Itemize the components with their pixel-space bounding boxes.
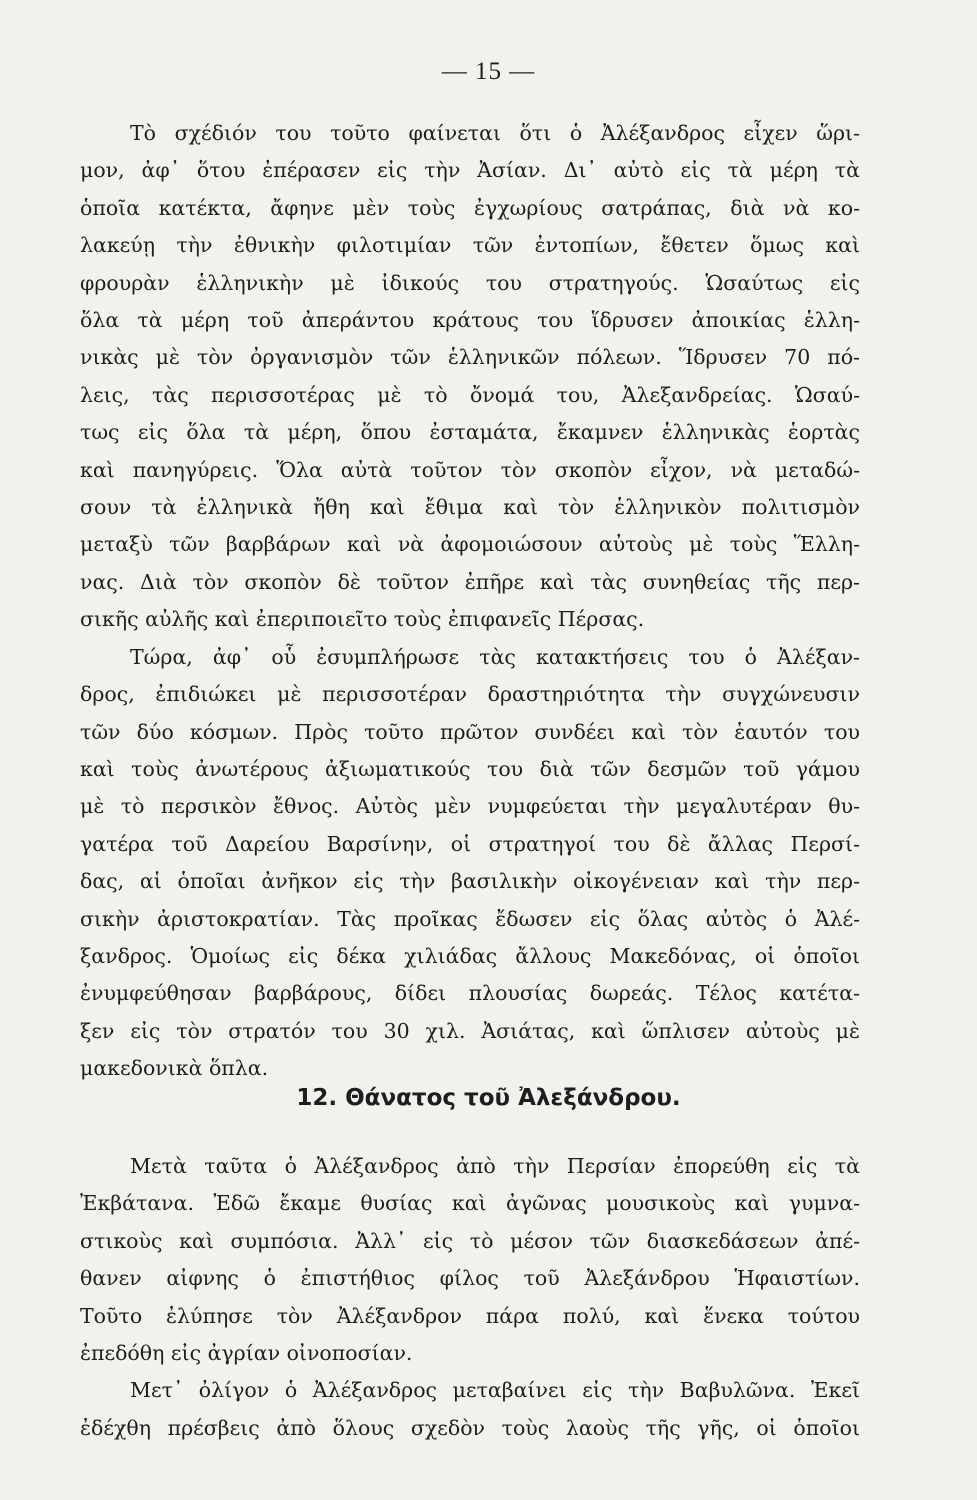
text-line: στικοὺς καὶ συμπόσια. Ἀλλ᾿ εἰς τὸ μέσον τῶν διασκεδάσεων ἀπέ- — [80, 1228, 860, 1253]
text-line: τως εἰς ὅλα τὰ μέρη, ὅπου ἐσταμάτα, ἔκαμνεν ἑλληνικὰς ἑορτὰς — [80, 420, 860, 445]
text-line: ἐνυμφεύθησαν βαρβάρους, δίδει πλουσίας δωρεάς. Τέλος κατέτα- — [80, 981, 860, 1006]
text-line: μον, ἀφ᾿ ὅτου ἐπέρασεν εἰς τὴν Ἀσίαν. Δι᾿ αὐτὸ εἰς τὰ μέρη τὰ — [80, 158, 860, 183]
text-line: δρος, ἐπιδιώκει μὲ περισσοτέραν δραστηριότητα τὴν συγχώνευσιν — [80, 682, 860, 707]
text-line: λακεύῃ τὴν ἐθνικὴν φιλοτιμίαν τῶν ἐντοπίων, ἔθετεν ὅμως καὶ — [80, 233, 860, 258]
text-line: μακεδονικὰ ὅπλα. — [80, 1056, 269, 1081]
text-line: Μετ᾿ ὀλίγον ὁ Ἀλέξανδρος μεταβαίνει εἰς τὴν Βαβυλῶνα. Ἐκεῖ — [130, 1378, 860, 1403]
text-line: δας, αἱ ὁποῖαι ἀνῆκον εἰς τὴν βασιλικὴν οἰκογένειαν καὶ τὴν περ- — [80, 869, 860, 894]
text-line: νικὰς μὲ τὸν ὀργανισμὸν τῶν ἑλληνικῶν πόλεων. Ἵδρυσεν 70 πό- — [80, 345, 860, 370]
text-line: καὶ πανηγύρεις. Ὅλα αὐτὰ τοῦτον τὸν σκοπὸν εἶχον, νὰ μεταδώ- — [80, 457, 860, 482]
text-line: Ἐκβάτανα. Ἐδῶ ἔκαμε θυσίας καὶ ἀγῶνας μουσικοὺς καὶ γυμνα- — [80, 1191, 860, 1216]
text-line: μὲ τὸ περσικὸν ἔθνος. Αὐτὸς μὲν νυμφεύεται τὴν μεγαλυτέραν θυ- — [80, 794, 860, 819]
text-line: σικῆς αὐλῆς καὶ ἐπεριποιεῖτο τοὺς ἐπιφανεῖς Πέρσας. — [80, 607, 645, 632]
page-number: — 15 — — [441, 58, 536, 85]
text-line: μεταξὺ τῶν βαρβάρων καὶ νὰ ἀφομοιώσουν αὐτοὺς μὲ τοὺς Ἕλλη- — [80, 532, 860, 557]
text-line: νας. Διὰ τὸν σκοπὸν δὲ τοῦτον ἐπῆρε καὶ τὰς συνηθείας τῆς περ- — [80, 569, 860, 594]
text-block-bottom — [80, 1148, 860, 1447]
text-line: ξανδρος. Ὁμοίως εἰς δέκα χιλιάδας ἄλλους Μακεδόνας, οἱ ὁποῖοι — [80, 943, 860, 968]
text-line: Τὸ σχέδιόν του τοῦτο φαίνεται ὅτι ὁ Ἀλέξανδρος εἶχεν ὥρι- — [130, 121, 860, 145]
text-line: θανεν αἰφνης ὁ ἐπιστήθιος φίλος τοῦ Ἀλεξάνδρου Ἡφαιστίων. — [80, 1266, 860, 1291]
text-line: σικὴν ἀριστοκρατίαν. Τὰς προῖκας ἔδωσεν εἰς ὅλας αὐτὸς ὁ Ἀλέ- — [80, 906, 860, 931]
text-block-top — [80, 115, 860, 1088]
text-line: Τώρα, ἀφ᾿ οὗ ἐσυμπλήρωσε τὰς κατακτήσεις του ὁ Ἀλέξαν- — [130, 644, 860, 669]
text-line: ἐδέχθη πρέσβεις ἀπὸ ὅλους σχεδὸν τοὺς λαοὺς τῆς γῆς, οἱ ὁποῖοι — [80, 1415, 860, 1440]
text-line: Μετὰ ταῦτα ὁ Ἀλέξανδρος ἀπὸ τὴν Περσίαν ἐπορεύθη εἰς τὰ — [130, 1154, 860, 1178]
text-line: ὁποῖα κατέκτα, ἄφηνε μὲν τοὺς ἐγχωρίους σατράπας, διὰ νὰ κο- — [80, 195, 860, 220]
text-line: ξεν εἰς τὸν στρατόν του 30 χιλ. Ἀσιάτας, καὶ ὥπλισεν αὐτοὺς μὲ — [80, 1018, 860, 1043]
text-line: ἐπεδόθη εἰς ἀγρίαν οἰνοποσίαν. — [80, 1341, 413, 1366]
section-heading: 12. Θάνατος τοῦ Ἀλεξάνδρου. — [296, 1085, 681, 1111]
text-line: τῶν δύο κόσμων. Πρὸς τοῦτο πρῶτον συνδέει καὶ τὸν ἑαυτόν του — [80, 719, 860, 744]
text-line: Τοῦτο ἐλύπησε τὸν Ἀλέξανδρον πάρα πολύ, καὶ ἕνεκα τούτου — [80, 1303, 860, 1328]
text-line: γατέρα τοῦ Δαρείου Βαρσίνην, οἱ στρατηγοί του δὲ ἄλλας Περσί- — [80, 831, 860, 856]
text-line: λεις, τὰς περισσοτέρας μὲ τὸ ὄνομά του, Ἀλεξανδρείας. Ὡσαύ- — [80, 382, 860, 407]
text-line: φρουρὰν ἑλληνικὴν μὲ ἰδικούς του στρατηγούς. Ὡσαύτως εἰς — [80, 270, 860, 295]
text-line: καὶ τοὺς ἀνωτέρους ἀξιωματικούς του διὰ τῶν δεσμῶν τοῦ γάμου — [80, 756, 860, 781]
text-line: σουν τὰ ἑλληνικὰ ἤθη καὶ ἔθιμα καὶ τὸν ἑλληνικὸν πολιτισμὸν — [80, 495, 860, 520]
text-line: ὅλα τὰ μέρη τοῦ ἀπεράντου κράτους του ἵδρυσεν ἀποικίας ἑλλη- — [80, 308, 860, 333]
